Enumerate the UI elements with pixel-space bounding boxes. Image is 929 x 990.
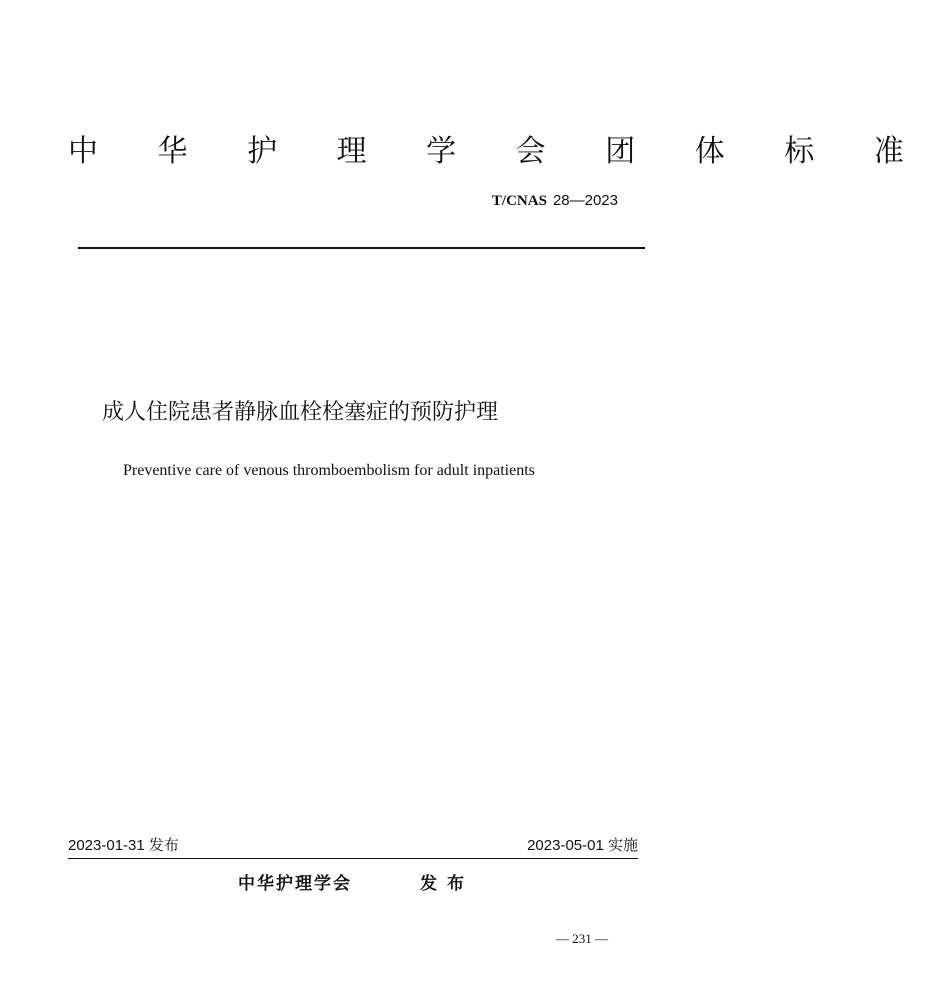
- publish-label: 发布: [420, 874, 474, 894]
- footer-divider: [68, 858, 638, 859]
- header-divider: [78, 247, 645, 249]
- page-number: — 231 —: [556, 931, 608, 946]
- issue-date: 2023-01-31 发布: [68, 837, 179, 854]
- effective-date: 2023-05-01 实施: [527, 837, 638, 854]
- document-title-english: Preventive care of venous thromboembolism for adult inpatients: [123, 462, 535, 479]
- standard-number: [492, 190, 618, 211]
- publisher-name: 中华护理学会: [238, 874, 352, 894]
- document-title-chinese: 成人住院患者静脉血栓栓塞症的预防护理: [102, 400, 499, 425]
- organization-standard-header: 中 华 护 理 学 会 团 体 标 准: [68, 134, 929, 169]
- standard-number-value: 28—2023: [552, 192, 618, 209]
- standard-code: T/CNAS: [491, 193, 547, 209]
